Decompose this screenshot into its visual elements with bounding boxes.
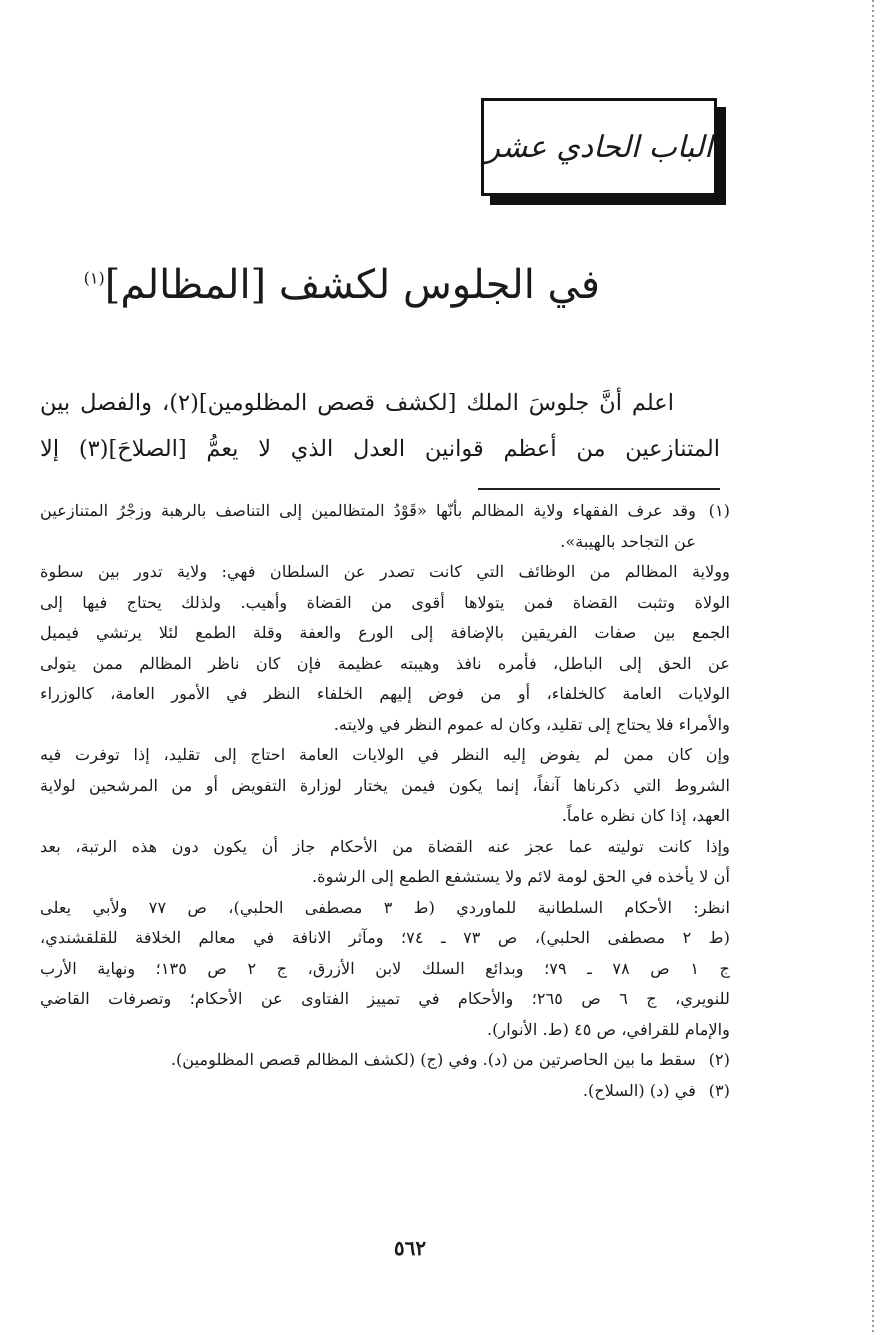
footnote-line: [40, 496, 730, 527]
footnote-number: (٣): [708, 1080, 730, 1100]
section-title-text: في الجلوس لكشف [المظالم]: [104, 262, 600, 308]
section-title-footnote-mark: (١): [83, 268, 105, 288]
footnote-line: الولاة وتثبت القضاة فمن يتولاها أقوى من القضاة وأهيب. ولذلك يحتاج فيها إلى: [40, 592, 730, 612]
footnote-line: الشروط التي ذكرناها آنفاً، إنما يكون فيمن يختار لوزارة التفويض أو من المرشحين لولاية: [40, 775, 730, 795]
footnote-line: وإذا كانت توليته عما عجز عنه القضاة من الأحكام جاز أن يكون دون هذه الرتبة، بعد: [40, 836, 730, 856]
section-title: [83, 262, 600, 308]
body-line: المتنازعين من أعظم قوانين العدل الذي لا يعمُّ [الصلاحَ](٣) إلا: [40, 436, 720, 462]
footnote-text: سقط ما بين الحاصرتين من (د). وفي (ج) (لكشف المظالم قصص المظلومين).: [170, 1050, 696, 1069]
main-body-text: [40, 380, 720, 472]
footnote-line: والأمراء فلا يحتاج إلى تقليد، وكان له عموم النظر في ولايته.: [333, 714, 730, 734]
footnote-line: عن التجاحد بالهيبة».: [560, 531, 696, 551]
footnote-line: انظر: الأحكام السلطانية للماوردي (ط ٣ مصطفى الحلبي)، ص ٧٧ ولأبي يعلى: [40, 897, 730, 917]
footnotes: [40, 496, 730, 1106]
footnote-line: العهد، إذا كان نظره عاماً.: [561, 806, 730, 825]
footnote-text: في (د) (السلاح).: [582, 1080, 696, 1100]
footnote-line: ج ١ ص ٧٨ ـ ٧٩؛ وبدائع السلك لابن الأزرق، ج ٢ ص ١٣٥؛ ونهاية الأرب: [40, 958, 730, 978]
footnote-line: للنويري، ج ٦ ص ٢٦٥؛ والأحكام في تمييز الفتاوى عن الأحكام؛ وتصرفات القاضي: [40, 989, 730, 1008]
footnote-line: أن لا يأخذه في الحق لومة لائم ولا يستشفع الطمع إلى الرشوة.: [311, 867, 730, 886]
chapter-heading-box: [481, 98, 717, 196]
footnote-line: وولاية المظالم من الوظائف التي كانت تصدر عن السلطان فهي: ولاية تدور بين سطوة: [40, 562, 730, 581]
page-number: ٥٦٢: [393, 1236, 427, 1260]
footnote-line: الولايات العامة كالخلفاء، أو من فوض إليهم الخلفاء النظر في الأمور العامة، كالوزراء: [40, 684, 730, 703]
footnote-2: [40, 1045, 730, 1076]
footnote-3: [40, 1076, 730, 1107]
footnote-separator: [478, 488, 720, 490]
footnote-line: عن الحق إلى الباطل، فأمره نافذ وهيبته عظيمة فإن كان ناظر المظالم ممن يتولى: [40, 653, 730, 673]
page-edge-texture: [872, 0, 874, 1335]
body-line: اعلم أنَّ جلوسَ الملك [لكشف قصص المظلومين](٢)، والفصل بين: [40, 390, 674, 416]
footnote-text: وقد عرف الفقهاء ولاية المظالم بأنّها «قَوْدُ المتظالمين إلى التناصف بالرهبة وزجْرُ المتنازعين: [40, 501, 696, 520]
footnote-1: [40, 496, 730, 1045]
footnote-line: (ط ٢ مصطفى الحلبي)، ص ٧٣ ـ ٧٤؛ ومآثر الانافة في معالم الخلافة للقلقشندي،: [40, 928, 730, 947]
footnote-line: [40, 1045, 730, 1076]
footnote-number: (١): [708, 501, 730, 520]
footnote-line: وإن كان ممن لم يفوض إليه النظر في الولايات العامة احتاج إلى تقليد، إذا توفرت فيه: [40, 745, 730, 764]
chapter-title: الباب الحادي عشر: [485, 129, 713, 165]
footnote-line: والإمام للقرافي، ص ٤٥ (ط. الأنوار).: [486, 1019, 730, 1039]
footnote-line: الجمع بين صفات الفريقين بالإضافة إلى الورع والعفة وقلة الطمع لئلا يرتشي فيميل: [40, 623, 730, 642]
footnote-number: (٢): [708, 1050, 730, 1069]
footnote-line: [40, 1076, 730, 1107]
